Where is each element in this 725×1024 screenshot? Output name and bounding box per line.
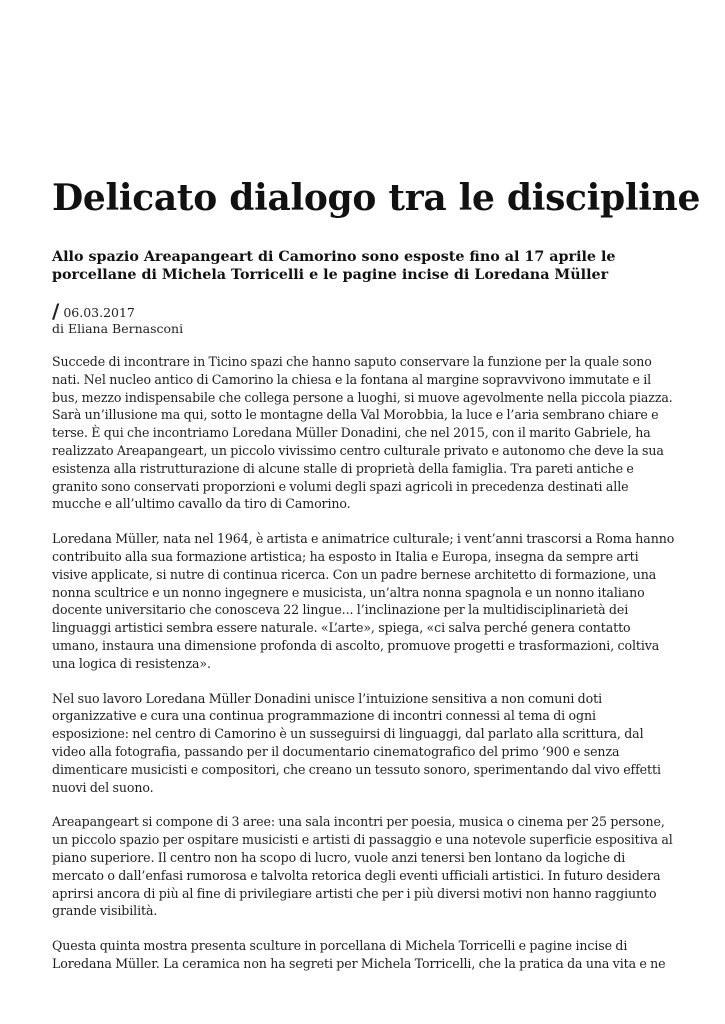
article-body xyxy=(52,353,676,990)
date-line xyxy=(52,299,183,323)
paragraph: Loredana Müller, nata nel 1964, è artista e animatrice culturale; i vent’anni trascorsi a Roma hanno contribuito alla sua formazione artistica; ha esposto in Italia e Europa, insegna da sempre arti visive applicate, si nutre di continua ricerca. Con un padre bernese architetto di formazione, una nonna scultrice e un nonno ingegnere e musicista, un’altra nonna spagnola e un nonno italiano docente universitario che conosceva 22 lingue... l’inclinazione per la multidisciplinarietà dei linguaggi artistici sembra essere naturale. «L’arte», spiega, «ci salva perché genera contatto umano, instaura una dimensione profonda di ascolto, promuove progetti e trasformazioni, coltiva una logica di resistenza». xyxy=(52,531,675,671)
article-date: 06.03.2017 xyxy=(63,305,135,320)
article-title: Delicato dialogo tra le discipline xyxy=(52,177,701,219)
paragraph: Succede di incontrare in Ticino spazi che hanno saputo conservare la funzione per la quale sono nati. Nel nucleo antico di Camorino la chiesa e la fontana al margine sopravvivono immutate e il bus, mezzo indispensabile che collega persone a luoghi, si muove agevolmente nella piccola piazza. Sarà un’illusione ma qui, sotto le montagne della Val Morobbia, la luce e l’aria sembrano chiare e terse. È qui che incontriamo Loredana Müller Donadini, che nel 2015, con il marito Gabriele, ha realizzato Areapangeart, un piccolo vivissimo centro culturale privato e autonomo che deve la sua esistenza alla ristrutturazione di alcune stalle di proprietà della famiglia. Tra pareti antiche e granito sono conservati proporzioni e volumi degli spazi agricoli in precedenza destinati alle mucche e all’ultimo cavallo da tiro di Camorino. xyxy=(52,354,673,512)
article-subtitle: Allo spazio Areapangeart di Camorino sono esposte fino al 17 aprile le porcellane di Michela Torricelli e le pagine incise di Loredana Müller xyxy=(52,249,616,283)
slash-mark: / xyxy=(52,299,60,323)
paragraph: Questa quinta mostra presenta sculture in porcellana di Michela Torricelli e pagine incise di Loredana Müller. La ceramica non ha segreti per Michela Torricelli, che la pratica da una vita e ne xyxy=(52,938,666,971)
article-meta xyxy=(52,299,184,337)
article-author: di Eliana Bernasconi xyxy=(52,321,184,336)
paragraph: Nel suo lavoro Loredana Müller Donadini unisce l’intuizione sensitiva a non comuni doti organizzative e cura una continua programmazione di incontri connessi al tema di ogni esposizione: nel centro di Camorino è un susseguirsi di linguaggi, dal parlato alla scrittura, dal video alla fotografia, passando per il documentario cinematografico del primo ’900 e senza dimenticare musicisti e compositori, che creano un tessuto sonoro, sperimentando dal vivo effetti nuovi del suono. xyxy=(52,690,661,795)
paragraph: Areapangeart si compone di 3 aree: una sala incontri per poesia, musica o cinema per 25 persone, un piccolo spazio per ospitare musicisti e artisti di passaggio e una notevole superficie espositiva al piano superiore. Il centro non ha scopo di lucro, vuole anzi tenersi ben lontano da logiche di mercato o dall’enfasi rumorosa e talvolta retorica degli eventi ufficiali artistici. In futuro desidera aprirsi ancora di più al fine di privilegiare artisti che per i più diversi motivi non hanno raggiunto grande visibilità. xyxy=(52,814,673,919)
